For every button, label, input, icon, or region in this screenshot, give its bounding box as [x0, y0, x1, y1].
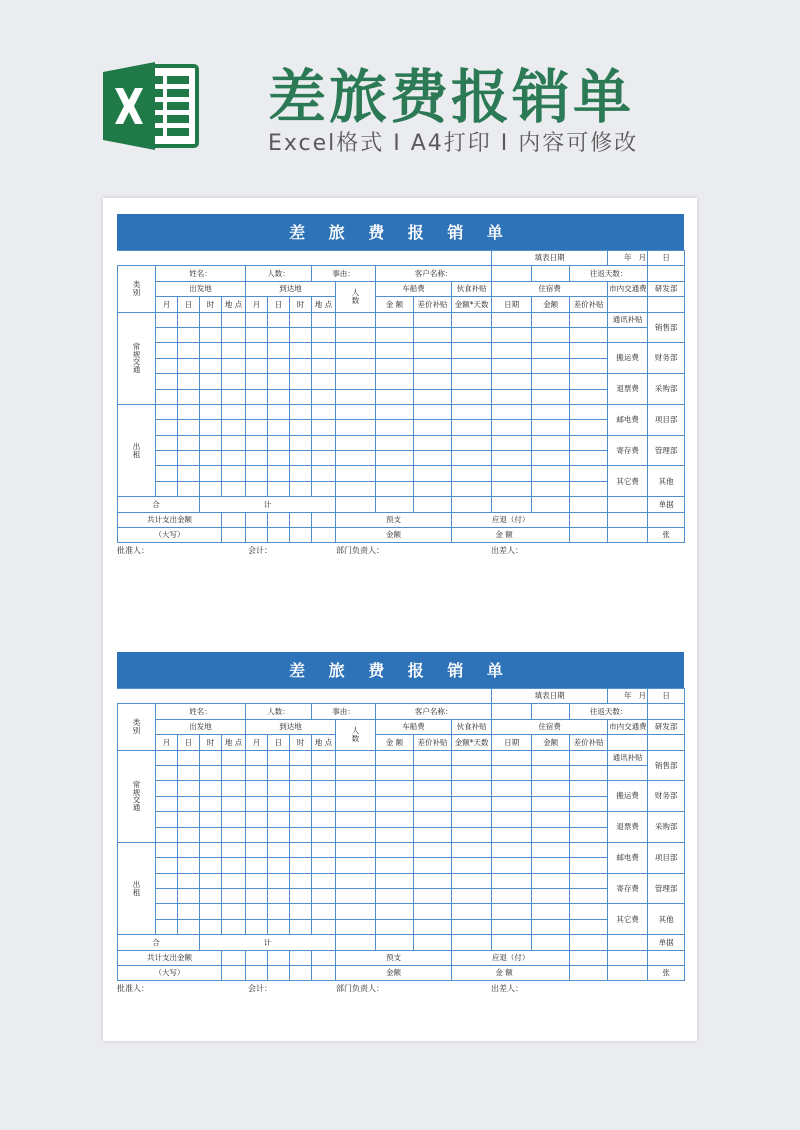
item-comm: 通讯补贴 — [608, 312, 648, 327]
client-field[interactable]: 客户名称： — [376, 266, 492, 281]
column-header-row — [118, 735, 685, 750]
city-transport-label: 市内交通费 — [608, 281, 648, 296]
item-other: 其它费 — [608, 466, 648, 497]
total-he-label: 合 — [118, 935, 200, 950]
dept-sales: 销售部 — [648, 750, 685, 781]
refund-amount-label: 金 额 — [452, 966, 570, 981]
item-other: 其它费 — [608, 904, 648, 935]
table-row[interactable] — [118, 404, 685, 419]
col-lodging-amount: 金额 — [532, 735, 570, 750]
col-place: 地 点 — [222, 735, 246, 750]
day-label: 日 — [648, 251, 685, 266]
dept-head-label: 部门负责人： — [336, 984, 384, 994]
advance-amount-label: 金额 — [336, 966, 452, 981]
capital-row — [118, 528, 685, 543]
dept-other: 其他 — [648, 466, 685, 497]
col-amount-days: 金额*天数 — [452, 735, 492, 750]
people-count-field[interactable]: 人数： — [246, 266, 312, 281]
year-label: 年 月 — [608, 689, 648, 704]
info-row — [118, 266, 685, 281]
total-ji-label: 计 — [200, 497, 336, 512]
refund-amount-label: 金 额 — [452, 528, 570, 543]
date-row — [118, 689, 685, 704]
col-place: 地 点 — [312, 297, 336, 312]
approver-label: 批准人： — [117, 546, 149, 556]
advance-label: 预支 — [336, 950, 452, 965]
client-field[interactable]: 客户名称： — [376, 704, 492, 719]
table-row[interactable] — [118, 481, 685, 496]
table-row[interactable] — [118, 312, 685, 327]
accountant-label: 会计： — [248, 984, 272, 994]
sheets-unit: 张 — [648, 966, 685, 981]
taxi-label: 出 租 — [118, 404, 156, 496]
item-moving: 搬运费 — [608, 343, 648, 374]
table-row[interactable] — [118, 889, 685, 904]
arrival-label: 到达地 — [246, 281, 336, 296]
table-row[interactable] — [118, 389, 685, 404]
table-row[interactable] — [118, 919, 685, 934]
fill-date-label: 填表日期 — [492, 251, 608, 266]
excel-icon — [103, 58, 203, 154]
table-row[interactable] — [118, 873, 685, 888]
col-diff-allowance: 差价补贴 — [414, 735, 452, 750]
name-field[interactable]: 姓名： — [156, 704, 246, 719]
info-row — [118, 704, 685, 719]
table-row[interactable] — [118, 466, 685, 481]
traveler-label: 出差人： — [491, 984, 523, 994]
fill-date-label: 填表日期 — [492, 689, 608, 704]
departure-label: 出发地 — [156, 281, 246, 296]
page-title: 差旅费报销单 — [268, 63, 635, 131]
dept-purchase: 采购部 — [648, 374, 685, 405]
expense-form-copy — [117, 652, 684, 995]
col-month: 月 — [156, 735, 178, 750]
traveler-label: 出差人： — [491, 546, 523, 556]
lodging-label: 住宿费 — [492, 719, 608, 734]
col-date: 日期 — [492, 297, 532, 312]
dept-rd: 研发部 — [648, 719, 685, 734]
table-row[interactable] — [118, 904, 685, 919]
table-row[interactable] — [118, 435, 685, 450]
advance-amount-label: 金额 — [336, 528, 452, 543]
capital-label: （大写） — [118, 966, 222, 981]
name-field[interactable]: 姓名： — [156, 266, 246, 281]
col-day: 日 — [268, 297, 290, 312]
col-month: 月 — [246, 735, 268, 750]
col-hour: 时 — [200, 297, 222, 312]
col-date: 日期 — [492, 735, 532, 750]
col-fare-amount: 金 额 — [376, 297, 414, 312]
round-days-field[interactable]: 往返天数： — [570, 266, 648, 281]
accountant-label: 会计： — [248, 546, 272, 556]
total-ji-label: 计 — [200, 935, 336, 950]
table-row[interactable] — [118, 750, 685, 765]
dept-finance: 财务部 — [648, 343, 685, 374]
dept-other: 其他 — [648, 904, 685, 935]
total-amount-label: 共计支出金额 — [118, 512, 222, 527]
form-table — [117, 688, 685, 981]
regular-transport-label: 常 规 交 通 — [118, 312, 156, 404]
item-postal: 邮电费 — [608, 404, 648, 435]
signature-row — [117, 543, 684, 557]
col-amount-days: 金额*天数 — [452, 297, 492, 312]
table-row[interactable] — [118, 451, 685, 466]
item-storage: 寄存费 — [608, 435, 648, 466]
dept-management: 管理部 — [648, 435, 685, 466]
signature-row — [117, 981, 684, 995]
table-row[interactable] — [118, 765, 685, 780]
date-row — [118, 251, 685, 266]
col-day: 日 — [178, 735, 200, 750]
refund-label: 应退（付） — [452, 950, 570, 965]
col-diff-allowance: 差价补贴 — [570, 297, 608, 312]
refund-label: 应退（付） — [452, 512, 570, 527]
col-month: 月 — [156, 297, 178, 312]
table-row[interactable] — [118, 374, 685, 389]
form-table — [117, 250, 685, 543]
voucher-label: 单据 — [648, 497, 685, 512]
total-row — [118, 497, 685, 512]
table-row[interactable] — [118, 420, 685, 435]
table-row[interactable] — [118, 358, 685, 373]
form-title: 差 旅 费 报 销 单 — [117, 214, 684, 250]
group-header-row — [118, 719, 685, 734]
total-row — [118, 935, 685, 950]
total-amount-row — [118, 950, 685, 965]
fare-label: 车船费 — [376, 719, 452, 734]
dept-sales: 销售部 — [648, 312, 685, 343]
departure-label: 出发地 — [156, 719, 246, 734]
regular-transport-label: 常 规 交 通 — [118, 750, 156, 842]
col-day: 日 — [178, 297, 200, 312]
item-refund-ticket: 退票费 — [608, 374, 648, 405]
table-row[interactable] — [118, 827, 685, 842]
capital-label: （大写） — [118, 528, 222, 543]
dept-purchase: 采购部 — [648, 812, 685, 843]
total-amount-row — [118, 512, 685, 527]
col-diff-allowance: 差价补贴 — [414, 297, 452, 312]
form-title: 差 旅 费 报 销 单 — [117, 652, 684, 688]
col-month: 月 — [246, 297, 268, 312]
year-label: 年 月 — [608, 251, 648, 266]
sheets-unit: 张 — [648, 528, 685, 543]
approver-label: 批准人： — [117, 984, 149, 994]
col-day: 日 — [268, 735, 290, 750]
table-row[interactable] — [118, 796, 685, 811]
dept-rd: 研发部 — [648, 281, 685, 296]
table-row[interactable] — [118, 858, 685, 873]
fare-label: 车船费 — [376, 281, 452, 296]
page-header — [0, 0, 800, 190]
arrival-label: 到达地 — [246, 719, 336, 734]
voucher-label: 单据 — [648, 935, 685, 950]
lodging-label: 住宿费 — [492, 281, 608, 296]
col-hour: 时 — [290, 297, 312, 312]
total-he-label: 合 — [118, 497, 200, 512]
category-label: 类 别 — [118, 266, 156, 312]
category-label: 类 别 — [118, 704, 156, 750]
col-lodging-amount: 金额 — [532, 297, 570, 312]
dept-project: 项目部 — [648, 842, 685, 873]
col-place: 地 点 — [312, 735, 336, 750]
people-label: 人 数 — [336, 281, 376, 312]
col-place: 地 点 — [222, 297, 246, 312]
table-row[interactable] — [118, 842, 685, 857]
table-row[interactable] — [118, 327, 685, 342]
capital-row — [118, 966, 685, 981]
item-storage: 寄存费 — [608, 873, 648, 904]
people-count-field[interactable]: 人数： — [246, 704, 312, 719]
item-postal: 邮电费 — [608, 842, 648, 873]
col-hour: 时 — [200, 735, 222, 750]
total-amount-label: 共计支出金额 — [118, 950, 222, 965]
round-days-field[interactable]: 往返天数： — [570, 704, 648, 719]
dept-management: 管理部 — [648, 873, 685, 904]
meal-allowance-label: 伙食补贴 — [452, 281, 492, 296]
col-diff-allowance: 差价补贴 — [570, 735, 608, 750]
table-row[interactable] — [118, 343, 685, 358]
table-row[interactable] — [118, 812, 685, 827]
table-row[interactable] — [118, 781, 685, 796]
reason-field[interactable]: 事由： — [312, 266, 376, 281]
item-comm: 通讯补贴 — [608, 750, 648, 765]
item-refund-ticket: 退票费 — [608, 812, 648, 843]
city-transport-label: 市内交通费 — [608, 719, 648, 734]
advance-label: 预支 — [336, 512, 452, 527]
col-hour: 时 — [290, 735, 312, 750]
reason-field[interactable]: 事由： — [312, 704, 376, 719]
taxi-label: 出 租 — [118, 842, 156, 934]
people-label: 人 数 — [336, 719, 376, 750]
day-label: 日 — [648, 689, 685, 704]
group-header-row — [118, 281, 685, 296]
item-moving: 搬运费 — [608, 781, 648, 812]
dept-project: 项目部 — [648, 404, 685, 435]
dept-finance: 财务部 — [648, 781, 685, 812]
meal-allowance-label: 伙食补贴 — [452, 719, 492, 734]
column-header-row — [118, 297, 685, 312]
dept-head-label: 部门负责人： — [336, 546, 384, 556]
page-subtitle: Excel格式 I A4打印 I 内容可修改 — [268, 131, 639, 156]
expense-form — [117, 214, 684, 557]
col-fare-amount: 金 额 — [376, 735, 414, 750]
